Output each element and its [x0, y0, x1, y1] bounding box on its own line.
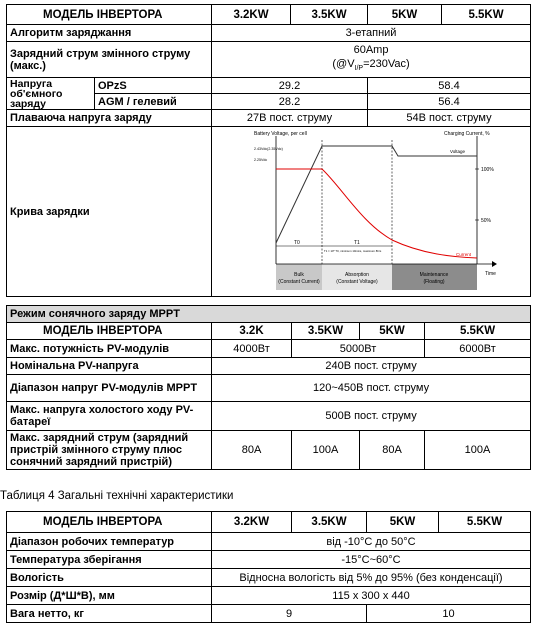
opzs-label: OPzS [95, 78, 212, 94]
pv-power-label: Макс. потужність PV-модулів [7, 340, 212, 358]
max-current-label: Макс. зарядний струм (зарядний пристрій змінного струму плюс сонячний зарядний пристрій) [7, 431, 212, 470]
voltage-label: Voltage [450, 148, 466, 154]
model-col-4: 5.5KW [442, 5, 531, 25]
dimensions-label: Розмір (Д*Ш*В), мм [7, 587, 212, 605]
max-current-1: 80A [212, 431, 292, 470]
nominal-voltage-value: 240В пост. струму [212, 358, 531, 375]
model-col-3: 5KW [368, 5, 442, 25]
model-col-1: 3.2KW [212, 5, 291, 25]
absorption-label-1: Absorption [345, 271, 369, 278]
left-axis-title: Battery Voltage, per cell [254, 130, 307, 137]
t4-model-header: МОДЕЛЬ ІНВЕРТОРА [7, 512, 212, 533]
float-voltage-label: Плаваюча напруга заряду [7, 110, 212, 127]
mppt-range-label: Діапазон напруг PV-модулів MPPT [7, 375, 212, 402]
ac-current-cond: $(@V_{I/P}=230Vac)$ [332, 57, 410, 73]
time-label: Time [485, 270, 496, 277]
t0-label: T0 [294, 239, 300, 246]
opzs-value-2: 58.4 [368, 78, 531, 94]
t4-model-col-1: 3.2KW [212, 512, 292, 533]
t1-label: T1 [354, 239, 360, 246]
voc-label: Макс. напруга холостого ходу PV-батареї [7, 402, 212, 431]
opzs-value-1: 29.2 [212, 78, 368, 94]
mppt-model-header: МОДЕЛЬ ІНВЕРТОРА [7, 323, 212, 340]
float-value-2: 54В пост. струму [368, 110, 531, 127]
agm-value-2: 56.4 [368, 94, 531, 110]
max-current-2: 100A [292, 431, 360, 470]
model-header: МОДЕЛЬ ІНВЕРТОРА [7, 5, 212, 25]
right-axis-title: Charging Current, % [444, 130, 490, 137]
ac-current-amp: 60Amp [353, 43, 389, 56]
t4-model-col-2: 3.5KW [292, 512, 367, 533]
weight-value-2: 10 [367, 605, 531, 623]
storage-temp-value: -15°C~60°C [212, 551, 531, 569]
mppt-model-col-3: 5KW [360, 323, 425, 340]
bulk-voltage-label: Напруга об'ємного заряду [7, 78, 95, 110]
weight-label: Вага нетто, кг [7, 605, 212, 623]
maintenance-label-2: (Floating) [423, 278, 445, 285]
charging-curve-cell [212, 127, 531, 297]
mppt-range-value: 120~450В пост. струму [212, 375, 531, 402]
agm-label: AGM / гелевий [95, 94, 212, 110]
pv-power-1: 4000Вт [212, 340, 292, 358]
voc-value: 500В пост. струму [212, 402, 531, 431]
t4-model-col-3: 5KW [367, 512, 439, 533]
current-curve [276, 169, 477, 258]
mppt-section-title: Режим сонячного заряду MPPT [7, 306, 531, 323]
bulk-label-1: Bulk [294, 271, 304, 278]
float-value-1: 27В пост. струму [212, 110, 368, 127]
mppt-spec-table [6, 305, 531, 470]
t4-model-col-4: 5.5KW [439, 512, 531, 533]
time-axis-arrow [492, 261, 497, 267]
maintenance-label-1: Maintenance [419, 271, 449, 278]
model-col-2: 3.5KW [291, 5, 368, 25]
mppt-model-col-1: 3.2K [212, 323, 292, 340]
mppt-model-col-2: 3.5KW [292, 323, 360, 340]
weight-value-1: 9 [212, 605, 367, 623]
max-current-4: 100A [425, 431, 531, 470]
max-current-3: 80A [360, 431, 425, 470]
bulk-label-2: (Constant Current) [278, 278, 320, 285]
pv-power-3: 6000Вт [425, 340, 531, 358]
op-temp-value: від -10°C до 50°C [212, 533, 531, 551]
ac-current-value [212, 42, 531, 78]
v2-label: 2.25Vdc [254, 157, 268, 162]
dimensions-value: 115 x 300 x 440 [212, 587, 531, 605]
absorption-label-2: (Constant Voltage) [336, 278, 378, 285]
ac-current-label: Зарядний струм змінного струму (макс.) [7, 42, 212, 78]
charging-curve-diagram [212, 128, 530, 296]
p50-label: 50% [481, 217, 492, 224]
t1-note: T1 = 10* T0, minimum 10mins, maximum 8hrs [324, 248, 382, 253]
curve-label: Крива зарядки [7, 127, 212, 297]
p100-label: 100% [481, 166, 494, 173]
nominal-voltage-label: Номінальна PV-напруга [7, 358, 212, 375]
current-label: Current [456, 251, 472, 257]
storage-temp-label: Температура зберігання [7, 551, 212, 569]
humidity-value: Відносна вологість від 5% до 95% (без конденсації) [212, 569, 531, 587]
mppt-model-col-4: 5.5KW [425, 323, 531, 340]
general-spec-table [6, 511, 531, 623]
v1-label: 2.43Vdc(2.35Vdc) [254, 146, 283, 151]
table-4-caption: Таблиця 4 Загальні технічні характеристики [0, 490, 234, 502]
charging-spec-table [6, 4, 531, 297]
algo-label: Алгоритм заряджання [7, 25, 212, 42]
humidity-label: Вологість [7, 569, 212, 587]
pv-power-2: 5000Вт [292, 340, 425, 358]
agm-value-1: 28.2 [212, 94, 368, 110]
algo-value: 3-етапний [212, 25, 531, 42]
op-temp-label: Діапазон робочих температур [7, 533, 212, 551]
